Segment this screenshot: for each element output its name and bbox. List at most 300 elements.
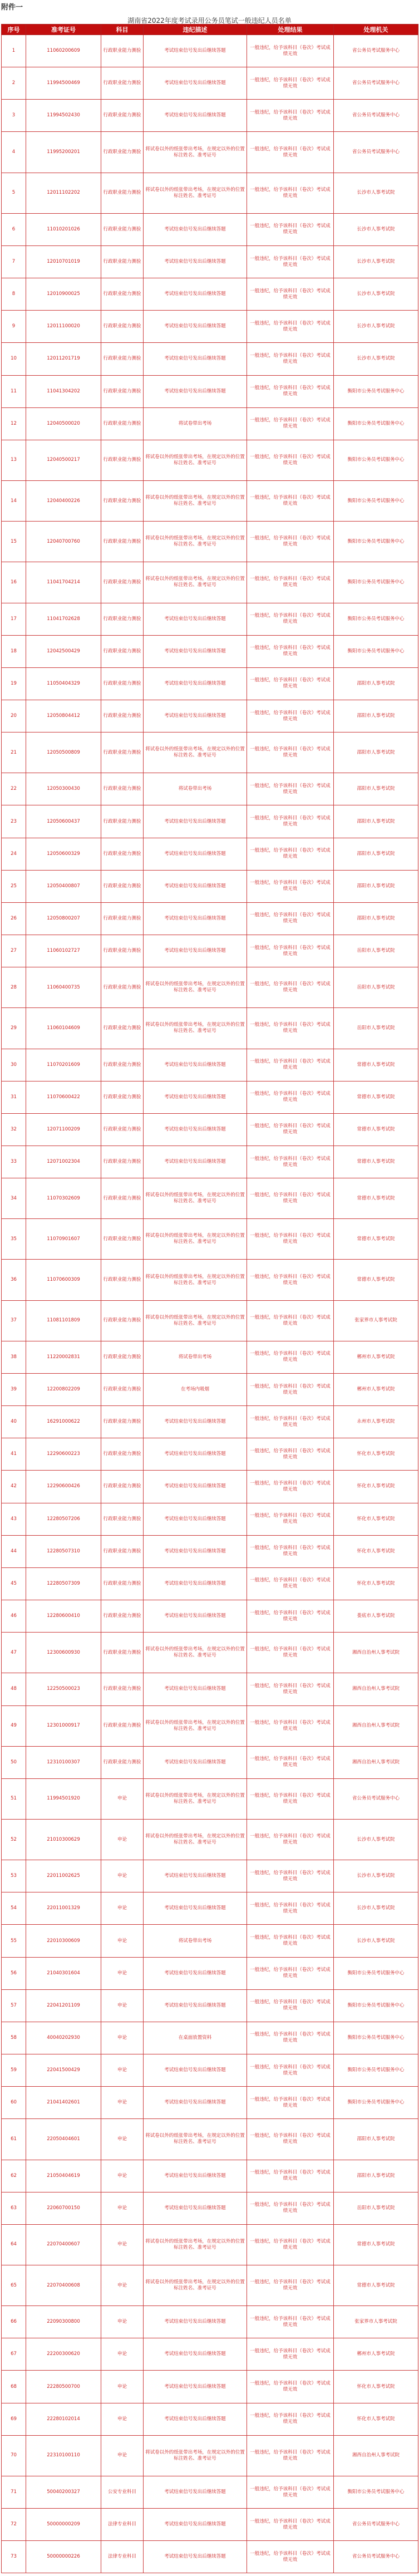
cell-violation: 将试卷带出考场 [144, 1341, 247, 1373]
cell-ticket-number: 12040500217 [26, 440, 101, 480]
cell-result: 一般违纪，给予该科目（卷次）考试成绩无效 [247, 902, 334, 935]
cell-violation: 考试结束信号发出后继续答题 [144, 2371, 247, 2403]
cell-result: 一般违纪，给予该科目（卷次）考试成绩无效 [247, 1219, 334, 1260]
cell-index: 23 [2, 805, 26, 838]
cell-violation: 考试结束信号发出后继续答题 [144, 1673, 247, 1705]
cell-index: 5 [2, 173, 26, 213]
cell-authority: 常德市人事考试院 [334, 1049, 418, 1081]
cell-subject: 法律专业科目 [101, 2541, 144, 2573]
cell-ticket-number: 12040400226 [26, 481, 101, 522]
cell-result: 一般违纪，给予该科目（卷次）考试成绩无效 [247, 2160, 334, 2192]
cell-subject: 申论 [101, 2435, 144, 2476]
cell-index: 8 [2, 278, 26, 311]
cell-subject: 申论 [101, 2224, 144, 2265]
cell-ticket-number: 11060102727 [26, 935, 101, 967]
table-row [2, 2476, 418, 2508]
cell-ticket-number: 50000000226 [26, 2541, 101, 2573]
cell-result: 一般违纪，给予该科目（卷次）考试成绩无效 [247, 311, 334, 343]
cell-authority: 省公务员考试服务中心 [334, 2541, 418, 2573]
header-subject: 科目 [101, 24, 144, 35]
cell-result: 一般违纪，给予该科目（卷次）考试成绩无效 [247, 213, 334, 245]
cell-index: 46 [2, 1600, 26, 1633]
cell-violation: 考试结束信号发出后继续答题 [144, 35, 247, 67]
cell-authority: 衡阳市公务员考试服务中心 [334, 1957, 418, 1989]
table-row [2, 1113, 418, 1146]
cell-ticket-number: 12011201719 [26, 343, 101, 375]
cell-index: 39 [2, 1373, 26, 1405]
cell-index: 26 [2, 902, 26, 935]
cell-result: 一般违纪，给予该科目（卷次）考试成绩无效 [247, 2403, 334, 2435]
table-row [2, 1860, 418, 1892]
table-row [2, 1260, 418, 1300]
cell-result: 一般违纪，给予该科目（卷次）考试成绩无效 [247, 2476, 334, 2508]
cell-subject: 申论 [101, 2192, 144, 2224]
cell-subject: 行政职业能力测验 [101, 1113, 144, 1146]
table-row [2, 1373, 418, 1405]
cell-result: 一般违纪，给予该科目（卷次）考试成绩无效 [247, 1146, 334, 1178]
table-row [2, 1633, 418, 1673]
cell-result: 一般违纪，给予该科目（卷次）考试成绩无效 [247, 132, 334, 173]
cell-result: 一般违纪，给予该科目（卷次）考试成绩无效 [247, 667, 334, 700]
cell-result: 一般违纪，给予该科目（卷次）考试成绩无效 [247, 1705, 334, 1746]
cell-index: 19 [2, 667, 26, 700]
cell-result: 一般违纪，给予该科目（卷次）考试成绩无效 [247, 1778, 334, 1819]
cell-ticket-number: 50000000209 [26, 2509, 101, 2541]
cell-index: 65 [2, 2265, 26, 2306]
cell-violation: 将试卷以外的纸张带出考场，在规定以外的位置标注姓名、准考证号 [144, 1219, 247, 1260]
cell-ticket-number: 12280507309 [26, 1567, 101, 1600]
cell-subject: 申论 [101, 1957, 144, 1989]
cell-result: 一般违纪，给予该科目（卷次）考试成绩无效 [247, 100, 334, 132]
cell-violation: 将试卷以外的纸张带出考场，在规定以外的位置标注姓名、准考证号 [144, 440, 247, 480]
cell-ticket-number: 12310100307 [26, 1746, 101, 1778]
header-result: 处理结果 [247, 24, 334, 35]
cell-ticket-number: 12280507310 [26, 1535, 101, 1567]
table-row [2, 2371, 418, 2403]
cell-subject: 行政职业能力测验 [101, 173, 144, 213]
cell-violation: 在考场内吸烟 [144, 1373, 247, 1405]
cell-ticket-number: 12300600930 [26, 1633, 101, 1673]
cell-ticket-number: 12071100209 [26, 1113, 101, 1146]
cell-index: 43 [2, 1503, 26, 1535]
cell-index: 71 [2, 2476, 26, 2508]
cell-ticket-number: 11060400735 [26, 967, 101, 1008]
cell-authority: 常德市人事考试院 [334, 2224, 418, 2265]
header-ticket-number: 准考证号 [26, 24, 101, 35]
cell-violation: 考试结束信号发出后继续答题 [144, 100, 247, 132]
cell-index: 30 [2, 1049, 26, 1081]
cell-ticket-number: 11041704214 [26, 562, 101, 603]
cell-subject: 行政职业能力测验 [101, 1341, 144, 1373]
table-header-row [2, 24, 418, 35]
cell-authority: 邵阳市人事考试院 [334, 805, 418, 838]
cell-result: 一般违纪，给予该科目（卷次）考试成绩无效 [247, 1406, 334, 1438]
cell-authority: 常德市人事考试院 [334, 1260, 418, 1300]
cell-violation: 考试结束信号发出后继续答题 [144, 635, 247, 667]
cell-authority: 张家界市人事考试院 [334, 2306, 418, 2338]
cell-authority: 邵阳市人事考试院 [334, 902, 418, 935]
cell-index: 64 [2, 2224, 26, 2265]
cell-subject: 行政职业能力测验 [101, 375, 144, 407]
cell-violation: 考试结束信号发出后继续答题 [144, 667, 247, 700]
table-row [2, 1600, 418, 1633]
cell-violation: 将试卷以外的纸张带出考场，在规定以外的位置标注姓名、准考证号 [144, 1633, 247, 1673]
cell-violation: 考试结束信号发出后继续答题 [144, 1860, 247, 1892]
cell-ticket-number: 21040301604 [26, 1957, 101, 1989]
cell-violation: 考试结束信号发出后继续答题 [144, 2160, 247, 2192]
cell-authority: 长沙市人事考试院 [334, 245, 418, 278]
table-row [2, 2541, 418, 2573]
cell-violation: 考试结束信号发出后继续答题 [144, 2192, 247, 2224]
table-row [2, 2160, 418, 2192]
cell-violation: 考试结束信号发出后继续答题 [144, 1567, 247, 1600]
table-row [2, 1989, 418, 2022]
cell-index: 70 [2, 2435, 26, 2476]
cell-ticket-number: 11070600422 [26, 1081, 101, 1113]
cell-index: 55 [2, 1925, 26, 1957]
cell-ticket-number: 12250500023 [26, 1673, 101, 1705]
table-row [2, 1778, 418, 1819]
cell-subject: 行政职业能力测验 [101, 1049, 144, 1081]
header-authority: 处理机关 [334, 24, 418, 35]
cell-ticket-number: 12200802209 [26, 1373, 101, 1405]
cell-index: 12 [2, 407, 26, 440]
cell-index: 17 [2, 603, 26, 635]
cell-index: 44 [2, 1535, 26, 1567]
cell-ticket-number: 22010300609 [26, 1925, 101, 1957]
cell-subject: 行政职业能力测验 [101, 1633, 144, 1673]
table-row [2, 1406, 418, 1438]
cell-subject: 行政职业能力测验 [101, 522, 144, 562]
cell-subject: 申论 [101, 1778, 144, 1819]
cell-subject: 行政职业能力测验 [101, 311, 144, 343]
cell-authority: 湘西自治州人事考试院 [334, 1746, 418, 1778]
cell-ticket-number: 12280600410 [26, 1600, 101, 1633]
cell-violation: 将试卷以外的纸张带出考场，在规定以外的位置标注姓名、准考证号 [144, 1705, 247, 1746]
cell-result: 一般违纪，给予该科目（卷次）考试成绩无效 [247, 562, 334, 603]
cell-index: 47 [2, 1633, 26, 1673]
table-row [2, 1049, 418, 1081]
cell-ticket-number: 12040500020 [26, 407, 101, 440]
cell-index: 15 [2, 522, 26, 562]
cell-authority: 长沙市人事考试院 [334, 311, 418, 343]
cell-ticket-number: 11994502430 [26, 100, 101, 132]
cell-authority: 省公务员考试服务中心 [334, 35, 418, 67]
cell-authority: 长沙市人事考试院 [334, 1819, 418, 1860]
cell-subject: 申论 [101, 1860, 144, 1892]
cell-ticket-number: 50040200327 [26, 2476, 101, 2508]
cell-authority: 邵阳市人事考试院 [334, 870, 418, 902]
cell-authority: 怀化市人事考试院 [334, 1535, 418, 1567]
cell-result: 一般违纪，给予该科目（卷次）考试成绩无效 [247, 2265, 334, 2306]
cell-ticket-number: 11070302609 [26, 1178, 101, 1219]
cell-ticket-number: 22011001329 [26, 1892, 101, 1925]
cell-subject: 申论 [101, 2160, 144, 2192]
cell-result: 一般违纪，给予该科目（卷次）考试成绩无效 [247, 1503, 334, 1535]
cell-ticket-number: 22070400608 [26, 2265, 101, 2306]
cell-subject: 行政职业能力测验 [101, 100, 144, 132]
cell-ticket-number: 22041500429 [26, 2054, 101, 2087]
cell-result: 一般违纪，给予该科目（卷次）考试成绩无效 [247, 1925, 334, 1957]
cell-index: 60 [2, 2087, 26, 2119]
cell-index: 9 [2, 311, 26, 343]
cell-result: 一般违纪，给予该科目（卷次）考试成绩无效 [247, 700, 334, 732]
cell-subject: 行政职业能力测验 [101, 132, 144, 173]
cell-authority: 常德市人事考试院 [334, 1146, 418, 1178]
table-row [2, 1178, 418, 1219]
table-row [2, 667, 418, 700]
cell-authority: 长沙市人事考试院 [334, 1860, 418, 1892]
cell-authority: 怀化市人事考试院 [334, 2371, 418, 2403]
cell-violation: 考试结束信号发出后继续答题 [144, 1081, 247, 1113]
cell-index: 35 [2, 1219, 26, 1260]
cell-ticket-number: 11050404329 [26, 667, 101, 700]
cell-subject: 行政职业能力测验 [101, 603, 144, 635]
table-row [2, 1219, 418, 1260]
cell-subject: 行政职业能力测验 [101, 935, 144, 967]
table-row [2, 1892, 418, 1925]
cell-violation: 考试结束信号发出后继续答题 [144, 1535, 247, 1567]
cell-violation: 将试卷带出考场 [144, 773, 247, 805]
cell-subject: 行政职业能力测验 [101, 902, 144, 935]
cell-ticket-number: 12010900025 [26, 278, 101, 311]
cell-authority: 常德市人事考试院 [334, 1219, 418, 1260]
cell-violation: 考试结束信号发出后继续答题 [144, 1406, 247, 1438]
table-body [2, 35, 418, 2573]
cell-result: 一般违纪，给予该科目（卷次）考试成绩无效 [247, 1178, 334, 1219]
cell-result: 一般违纪，给予该科目（卷次）考试成绩无效 [247, 2338, 334, 2371]
table-row [2, 870, 418, 902]
cell-index: 37 [2, 1300, 26, 1341]
cell-subject: 申论 [101, 1892, 144, 1925]
cell-subject: 行政职业能力测验 [101, 1178, 144, 1219]
cell-ticket-number: 12280507206 [26, 1503, 101, 1535]
cell-result: 一般违纪，给予该科目（卷次）考试成绩无效 [247, 935, 334, 967]
cell-result: 一般违纪，给予该科目（卷次）考试成绩无效 [247, 1341, 334, 1373]
cell-authority: 怀化市人事考试院 [334, 2403, 418, 2435]
cell-authority: 邵阳市人事考试院 [334, 667, 418, 700]
cell-authority: 省公务员考试服务中心 [334, 1778, 418, 1819]
cell-result: 一般违纪，给予该科目（卷次）考试成绩无效 [247, 1819, 334, 1860]
header-index: 序号 [2, 24, 26, 35]
cell-result: 一般违纪，给予该科目（卷次）考试成绩无效 [247, 481, 334, 522]
cell-subject: 申论 [101, 2371, 144, 2403]
cell-subject: 申论 [101, 2306, 144, 2338]
cell-violation: 考试结束信号发出后继续答题 [144, 1471, 247, 1503]
cell-index: 34 [2, 1178, 26, 1219]
cell-subject: 行政职业能力测验 [101, 967, 144, 1008]
cell-result: 一般违纪，给予该科目（卷次）考试成绩无效 [247, 407, 334, 440]
cell-violation: 将试卷带出考场 [144, 407, 247, 440]
cell-violation: 考试结束信号发出后继续答题 [144, 935, 247, 967]
cell-ticket-number: 11070901607 [26, 1219, 101, 1260]
cell-subject: 行政职业能力测验 [101, 1567, 144, 1600]
cell-index: 66 [2, 2306, 26, 2338]
table-row [2, 2054, 418, 2087]
table-row [2, 773, 418, 805]
cell-ticket-number: 22041201109 [26, 1989, 101, 2022]
cell-result: 一般违纪，给予该科目（卷次）考试成绩无效 [247, 245, 334, 278]
cell-authority: 衡阳市公务员考试服务中心 [334, 440, 418, 480]
table-row [2, 1925, 418, 1957]
cell-subject: 行政职业能力测验 [101, 1146, 144, 1178]
cell-index: 27 [2, 935, 26, 967]
cell-authority: 永州市人事考试院 [334, 1406, 418, 1438]
cell-authority: 岳阳市人事考试院 [334, 935, 418, 967]
cell-violation: 考试结束信号发出后继续答题 [144, 2338, 247, 2371]
cell-result: 一般违纪，给予该科目（卷次）考试成绩无效 [247, 1989, 334, 2022]
violation-table [1, 24, 418, 2573]
cell-violation: 考试结束信号发出后继续答题 [144, 2306, 247, 2338]
cell-result: 一般违纪，给予该科目（卷次）考试成绩无效 [247, 773, 334, 805]
cell-authority: 张家界市人事考试院 [334, 1300, 418, 1341]
cell-violation: 将试卷以外的纸张带出考场，在规定以外的位置标注姓名、准考证号 [144, 1819, 247, 1860]
cell-index: 63 [2, 2192, 26, 2224]
cell-authority: 湘西自治州人事考试院 [334, 2435, 418, 2476]
cell-subject: 行政职业能力测验 [101, 343, 144, 375]
table-row [2, 1957, 418, 1989]
cell-authority: 常德市人事考试院 [334, 2265, 418, 2306]
cell-result: 一般违纪，给予该科目（卷次）考试成绩无效 [247, 603, 334, 635]
table-row [2, 67, 418, 100]
cell-subject: 行政职业能力测验 [101, 35, 144, 67]
table-row [2, 375, 418, 407]
cell-result: 一般违纪，给予该科目（卷次）考试成绩无效 [247, 2022, 334, 2054]
cell-result: 一般违纪，给予该科目（卷次）考试成绩无效 [247, 1438, 334, 1471]
cell-authority: 郴州市人事考试院 [334, 1341, 418, 1373]
cell-ticket-number: 12050600329 [26, 838, 101, 870]
cell-index: 33 [2, 1146, 26, 1178]
cell-ticket-number: 11081101809 [26, 1300, 101, 1341]
cell-violation: 考试结束信号发出后继续答题 [144, 838, 247, 870]
cell-result: 一般违纪，给予该科目（卷次）考试成绩无效 [247, 1113, 334, 1146]
table-row [2, 132, 418, 173]
cell-index: 52 [2, 1819, 26, 1860]
cell-ticket-number: 12290600223 [26, 1438, 101, 1471]
cell-authority: 邵阳市人事考试院 [334, 733, 418, 773]
cell-index: 42 [2, 1471, 26, 1503]
cell-result: 一般违纪，给予该科目（卷次）考试成绩无效 [247, 1600, 334, 1633]
cell-subject: 行政职业能力测验 [101, 278, 144, 311]
cell-result: 一般违纪，给予该科目（卷次）考试成绩无效 [247, 67, 334, 100]
cell-ticket-number: 11070201609 [26, 1049, 101, 1081]
cell-ticket-number: 11994500469 [26, 67, 101, 100]
cell-index: 38 [2, 1341, 26, 1373]
table-row [2, 2192, 418, 2224]
cell-subject: 行政职业能力测验 [101, 1406, 144, 1438]
cell-ticket-number: 12290600426 [26, 1471, 101, 1503]
cell-result: 一般违纪，给予该科目（卷次）考试成绩无效 [247, 635, 334, 667]
cell-subject: 申论 [101, 2054, 144, 2087]
cell-violation: 考试结束信号发出后继续答题 [144, 2054, 247, 2087]
table-row [2, 1705, 418, 1746]
cell-index: 28 [2, 967, 26, 1008]
table-row [2, 700, 418, 732]
cell-violation: 考试结束信号发出后继续答题 [144, 1146, 247, 1178]
table-row [2, 2119, 418, 2160]
cell-authority: 湘西自治州人事考试院 [334, 1705, 418, 1746]
cell-index: 62 [2, 2160, 26, 2192]
cell-index: 67 [2, 2338, 26, 2371]
cell-subject: 行政职业能力测验 [101, 1471, 144, 1503]
table-row [2, 35, 418, 67]
cell-ticket-number: 11010201026 [26, 213, 101, 245]
cell-violation: 考试结束信号发出后继续答题 [144, 1049, 247, 1081]
cell-index: 57 [2, 1989, 26, 2022]
cell-authority: 长沙市人事考试院 [334, 278, 418, 311]
cell-violation: 考试结束信号发出后继续答题 [144, 213, 247, 245]
cell-result: 一般违纪，给予该科目（卷次）考试成绩无效 [247, 838, 334, 870]
cell-result: 一般违纪，给予该科目（卷次）考试成绩无效 [247, 1860, 334, 1892]
cell-subject: 行政职业能力测验 [101, 245, 144, 278]
table-row [2, 100, 418, 132]
cell-violation: 考试结束信号发出后继续答题 [144, 700, 247, 732]
cell-index: 61 [2, 2119, 26, 2160]
cell-authority: 怀化市人事考试院 [334, 1503, 418, 1535]
table-row [2, 278, 418, 311]
cell-violation: 考试结束信号发出后继续答题 [144, 1957, 247, 1989]
table-row [2, 603, 418, 635]
page-title: 湖南省2022年度考试录用公务员笔试一般违纪人员名单 [127, 17, 292, 24]
cell-subject: 行政职业能力测验 [101, 1008, 144, 1049]
cell-ticket-number: 12042500429 [26, 635, 101, 667]
cell-result: 一般违纪，给予该科目（卷次）考试成绩无效 [247, 278, 334, 311]
cell-authority: 湘西自治州人事考试院 [334, 1673, 418, 1705]
cell-ticket-number: 12050500809 [26, 733, 101, 773]
table-row [2, 967, 418, 1008]
cell-index: 32 [2, 1113, 26, 1146]
cell-authority: 省公务员考试服务中心 [334, 2509, 418, 2541]
cell-ticket-number: 12050800207 [26, 902, 101, 935]
cell-subject: 行政职业能力测验 [101, 733, 144, 773]
cell-authority: 娄底市人事考试院 [334, 1600, 418, 1633]
cell-authority: 岳阳市人事考试院 [334, 967, 418, 1008]
cell-violation: 考试结束信号发出后继续答题 [144, 2476, 247, 2508]
cell-subject: 行政职业能力测验 [101, 667, 144, 700]
table-row [2, 1503, 418, 1535]
cell-violation: 将试卷以外的纸张带出考场，在规定以外的位置标注姓名、准考证号 [144, 522, 247, 562]
cell-ticket-number: 12010701019 [26, 245, 101, 278]
cell-index: 50 [2, 1746, 26, 1778]
cell-result: 一般违纪，给予该科目（卷次）考试成绩无效 [247, 1746, 334, 1778]
cell-authority: 省公务员考试服务中心 [334, 132, 418, 173]
cell-result: 一般违纪，给予该科目（卷次）考试成绩无效 [247, 440, 334, 480]
cell-violation: 考试结束信号发出后继续答题 [144, 805, 247, 838]
cell-violation: 将试卷以外的纸张带出考场，在规定以外的位置标注姓名、准考证号 [144, 173, 247, 213]
cell-index: 20 [2, 700, 26, 732]
cell-result: 一般违纪，给予该科目（卷次）考试成绩无效 [247, 870, 334, 902]
cell-subject: 法律专业科目 [101, 2509, 144, 2541]
cell-violation: 将试卷以外的纸张带出考场，在规定以外的位置标注姓名、准考证号 [144, 2265, 247, 2306]
cell-result: 一般违纪，给予该科目（卷次）考试成绩无效 [247, 1957, 334, 1989]
cell-authority: 邵阳市人事考试院 [334, 773, 418, 805]
cell-index: 59 [2, 2054, 26, 2087]
cell-index: 6 [2, 213, 26, 245]
cell-violation: 考试结束信号发出后继续答题 [144, 245, 247, 278]
cell-result: 一般违纪，给予该科目（卷次）考试成绩无效 [247, 1471, 334, 1503]
cell-authority: 怀化市人事考试院 [334, 1471, 418, 1503]
cell-ticket-number: 11994501920 [26, 1778, 101, 1819]
cell-violation: 考试结束信号发出后继续答题 [144, 1600, 247, 1633]
cell-ticket-number: 11041304202 [26, 375, 101, 407]
cell-subject: 公安专业科目 [101, 2476, 144, 2508]
cell-index: 73 [2, 2541, 26, 2573]
cell-ticket-number: 12050300430 [26, 773, 101, 805]
cell-subject: 申论 [101, 1819, 144, 1860]
cell-index: 53 [2, 1860, 26, 1892]
table-row [2, 1300, 418, 1341]
cell-violation: 考试结束信号发出后继续答题 [144, 902, 247, 935]
